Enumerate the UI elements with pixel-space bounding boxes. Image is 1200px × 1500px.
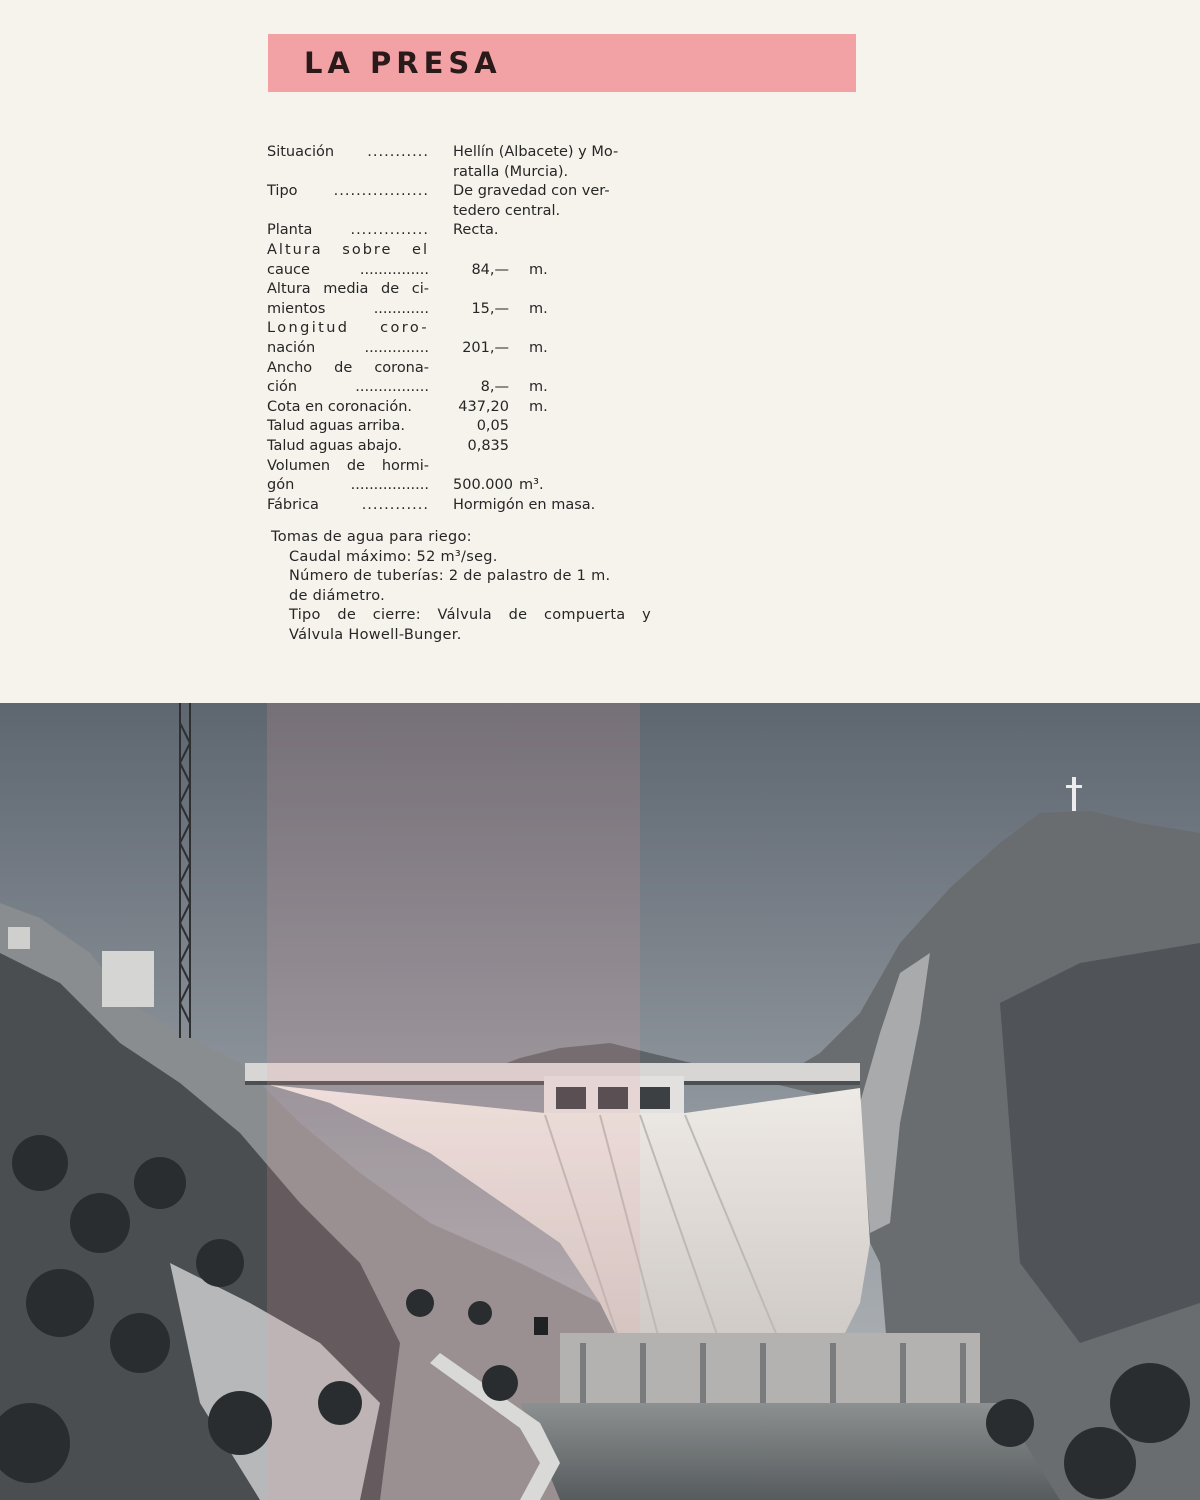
tomas-tuberias-cont: de diámetro. [289, 587, 386, 604]
spec-table [267, 143, 657, 515]
spec-row-talud-arriba [267, 417, 657, 437]
hill-building-small [8, 927, 30, 949]
tomas-tuberias: Número de tuberías: 2 de palastro de 1 m. [289, 568, 611, 585]
spec-value: 500.000 m³. [453, 477, 544, 494]
spec-label: Fábrica ............ [267, 496, 429, 513]
spec-value: Recta. [453, 222, 499, 239]
spec-row-tipo [267, 182, 657, 221]
spec-value: Hellín (Albacete) y Mo- ratalla (Murcia). [453, 144, 619, 180]
spec-label: Altura media de ci- mientos ............ [267, 281, 429, 317]
spec-row-cota [267, 398, 657, 418]
spec-label: Talud aguas arriba. [267, 418, 405, 435]
spec-row-volumen [267, 457, 657, 496]
spec-label: Longitud coro- nación .............. [267, 320, 429, 356]
spec-value: 437,20 m. [458, 398, 548, 415]
stilling-basin [560, 1333, 980, 1403]
spec-value: 84,— m. [471, 261, 548, 278]
river-water [520, 1403, 1060, 1500]
spec-label: Situación ........... [267, 144, 429, 160]
spec-label: Cota en coronación. [267, 398, 412, 415]
dam-photo [0, 703, 1200, 1500]
tomas-cierre: Tipo de cierre: Válvula de compuerta y [289, 607, 651, 624]
spec-value: 15,— m. [471, 300, 548, 317]
spec-label: Altura sobre el cauce ............... [267, 241, 429, 278]
spec-row-altura-media [267, 280, 657, 319]
page-title: LA PRESA [304, 46, 502, 80]
tomas-caudal: Caudal máximo: 52 m³/seg. [289, 548, 498, 565]
spec-value: De gravedad con ver- tedero central. [453, 183, 610, 219]
spec-label: Planta .............. [267, 222, 429, 239]
spec-row-planta [267, 221, 657, 241]
tomas-heading: Tomas de agua para riego: [271, 529, 472, 545]
spec-label: Volumen de hormi- gón ................. [267, 457, 429, 494]
spec-value: 8,— m. [480, 379, 548, 396]
spec-label: Talud aguas abajo. [267, 437, 402, 454]
spec-label: Ancho de corona- ción ................ [267, 359, 429, 396]
tomas-cierre-cont: Válvula Howell-Bunger. [289, 626, 462, 643]
spec-value: 201,— m. [462, 339, 548, 356]
spec-row-altura [267, 241, 657, 280]
title-band [268, 34, 856, 92]
spec-row-ancho [267, 359, 657, 398]
spec-value: Hormigón en masa. [453, 496, 596, 513]
spec-row-fabrica [267, 496, 657, 516]
spec-row-longitud [267, 319, 657, 358]
tunnel-portal [534, 1317, 548, 1335]
spec-row-situacion [267, 143, 657, 182]
tomas-section [271, 528, 651, 646]
spec-value: 0,835 [467, 437, 509, 454]
spec-value: 0,05 [476, 418, 509, 435]
spec-label: Tipo ................. [267, 183, 429, 200]
hill-building [102, 951, 154, 1007]
spec-row-talud-abajo [267, 437, 657, 457]
